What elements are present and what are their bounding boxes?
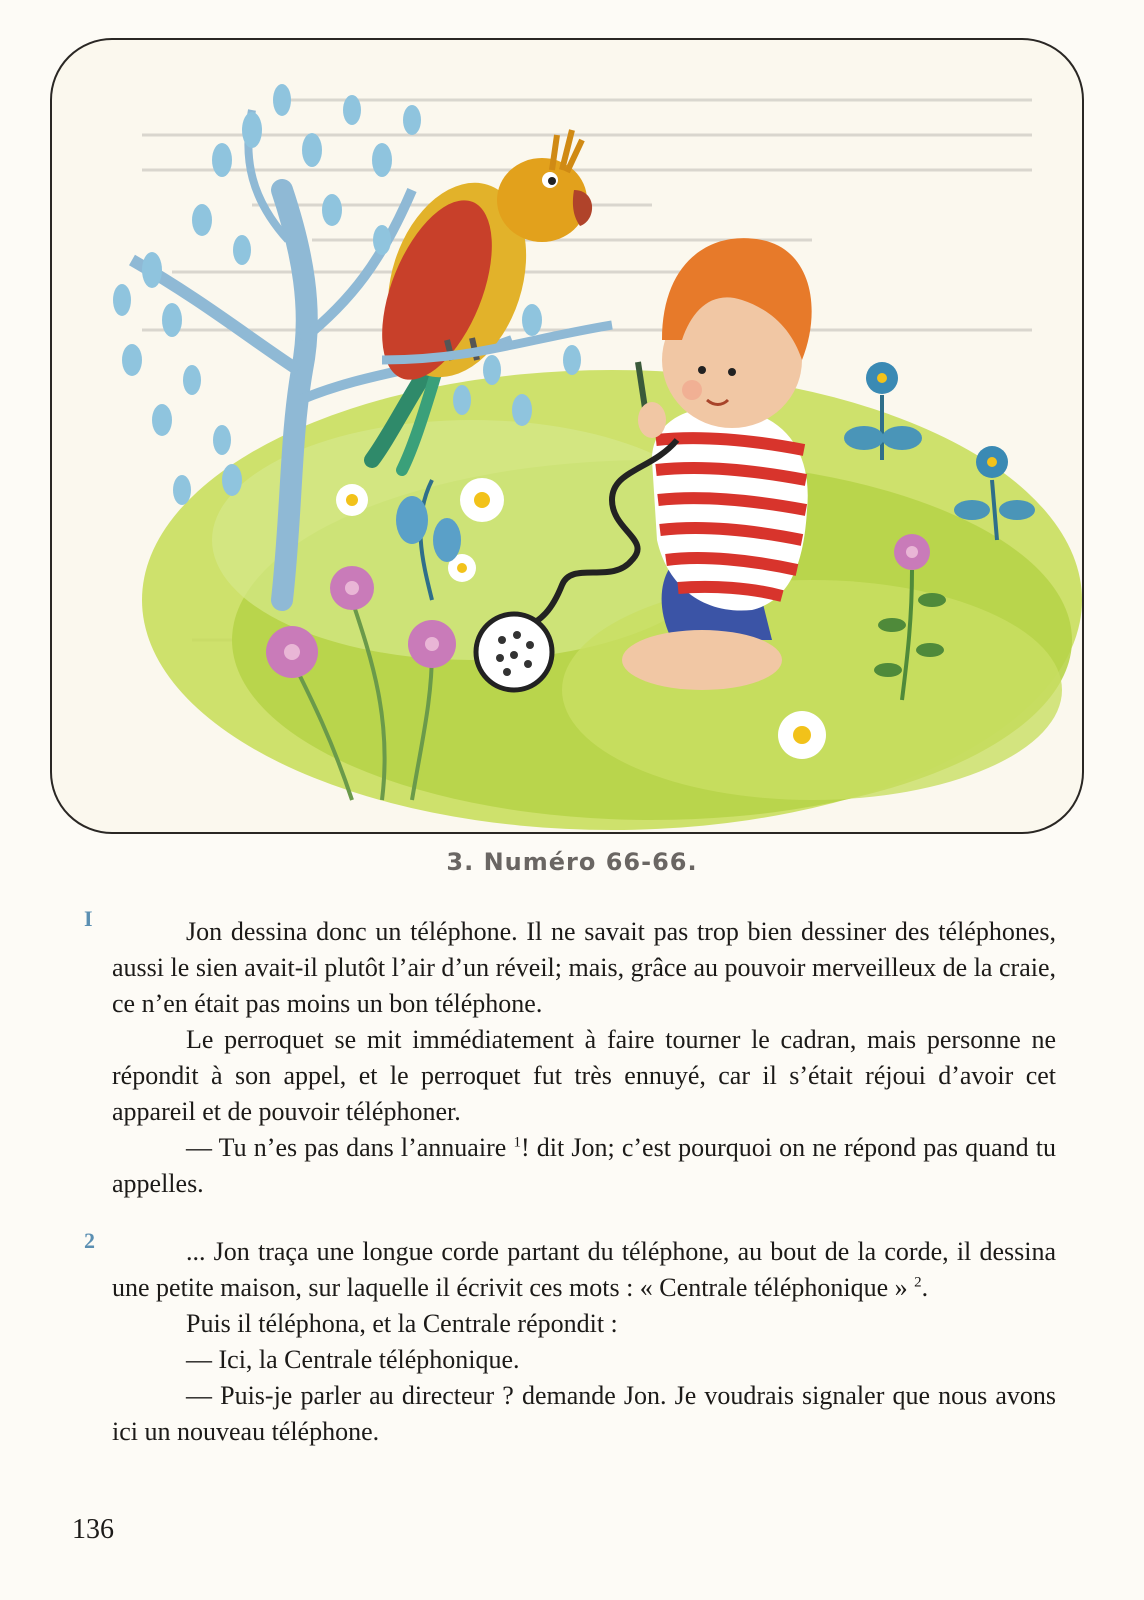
footnote-ref-2: 2 [914,1274,922,1291]
section-marker-1: I [84,906,93,931]
paragraph [112,1234,1056,1306]
illustration-art [52,40,1082,832]
paragraph-text: ... Jon traça une longue corde partant du téléphone, au bout de la corde, il dessina une petite maison, sur laquelle il écrivit ces mots : « Centrale téléphonique » [112,1237,1056,1302]
paragraph: Puis il téléphona, et la Centrale répondit : [186,1309,618,1338]
illustration-caption: 3. Numéro 66-66. [446,848,698,876]
footnote-ref-1: 1 [513,1134,521,1151]
text-section-2 [112,1234,1056,1450]
paragraph: Jon dessina donc un téléphone. Il ne savait pas trop bien dessiner des téléphones, aussi le sien avait-il plutôt l’air d’un réveil; mais, grâce au pouvoir merveilleux de la craie, ce n’en était pas moins un bon téléphone. [112,917,1056,1018]
page-number: 136 [72,1514,114,1545]
dialogue-text: — Tu n’es pas dans l’annuaire [186,1133,507,1162]
paragraph-dialogue [112,1130,1056,1202]
paragraph-text: . [921,1273,929,1302]
text-section-1 [112,914,1056,1202]
section-marker-2: 2 [84,1228,95,1253]
paragraph: Le perroquet se mit immédiatement à faire tourner le cadran, mais personne ne répondit à son appel, et le perroquet fut très ennuyé, car il s’était réjoui d’avoir cet appareil et de pouvoir téléphoner. [112,1025,1056,1126]
dialogue-text: ! dit Jon; c’est pourquoi on ne répond pas quand tu appelles. [112,1133,1057,1198]
paragraph-dialogue: — Puis-je parler au directeur ? demande Jon. Je voudrais signaler que nous avons ici un nouveau téléphone. [112,1381,1056,1446]
paragraph-dialogue: — Ici, la Centrale téléphonique. [186,1345,520,1374]
story-illustration [50,38,1084,834]
